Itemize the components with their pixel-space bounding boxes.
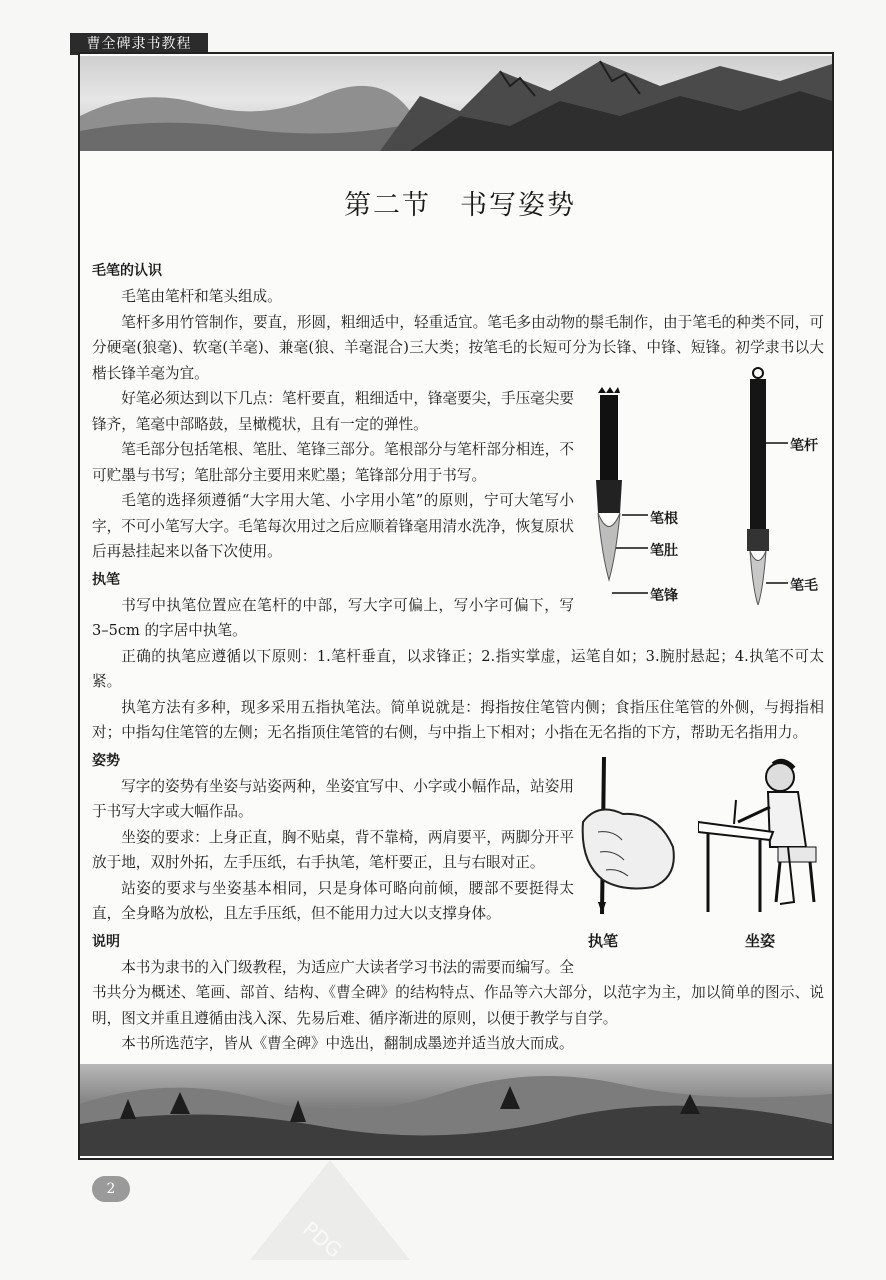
figure-head [766, 763, 794, 791]
label-grip: 执笔 [588, 932, 619, 950]
brush-tip-left [598, 513, 620, 580]
watermark-text: PDG [298, 1216, 347, 1263]
brush-shaft-left [600, 395, 618, 480]
paragraph: 执笔方法有多种，现多采用五指执笔法。简单说就是：拇指按住笔管内侧；食指压住笔管的外侧，与拇指相对；中指勾住笔管的左侧；无名指顶住笔管的右侧，与中指上下相对；小指在无名指的下方，帮助无名指用力。 [92, 698, 824, 741]
hand-shape [583, 810, 674, 889]
paragraph: 本书为隶书的入门级教程，为适应广大读者学习书法的需要而编写。全书共分为概述、笔画、部首、结构、《曹全碑》的结构特点、作品等六大部分，以范字为主，加以简单的图示、说明，图文并重且遵循由浅入深、先易后难、循序渐进的原则，以便于教学与自学。 [92, 958, 824, 1027]
brush-hanging-loop [753, 368, 763, 378]
paragraph: 写字的姿势有坐姿与站姿两种，坐姿宜写中、小字或小幅作品，站姿用于书写大字或大幅作品。 [92, 777, 574, 820]
label-brush-tip: 笔锋 [650, 588, 678, 604]
paragraph: 书写中执笔位置应在笔杆的中部，写大字可偏上，写小字可偏下，写 3–5cm 的字居中执笔。 [92, 596, 574, 639]
brush-root-left [596, 480, 622, 513]
figure-torso [768, 792, 806, 847]
heading-holding-brush: 执笔 [92, 571, 120, 588]
paragraph: 站姿的要求与坐姿基本相同，只是身体可略向前倾，腰部不要挺得太直，全身略为放松，且左手压纸，但不能用力过大以支撑身体。 [92, 879, 574, 922]
mountain-landscape-illustration [80, 56, 832, 151]
label-brush-hair: 笔毛 [790, 578, 818, 594]
brush-parts-diagram [590, 365, 830, 605]
heading-brush-knowledge: 毛笔的认识 [92, 263, 162, 279]
paragraph: 毛笔的选择须遵循“大字用大笔、小字用小笔”的原则，宁可大笔写小字，不可小笔写大字。毛笔每次用过之后应顺着锋毫用清水洗净，恢复原状后再悬挂起来以备下次使用。 [92, 492, 574, 560]
page-number-badge: 2 [92, 1176, 130, 1202]
sitting-posture-illustration [698, 752, 828, 922]
paragraph: 本书所选范字，皆从《曹全碑》中选出，翻制成墨迹并适当放大而成。 [121, 1035, 574, 1052]
top-landscape-banner [80, 56, 832, 151]
paragraph: 坐姿的要求：上身正直，胸不贴桌，背不靠椅，两肩要平，两脚分开平放于地，双肘外拓，左手压纸，右手执笔，笔杆要正，且与右眼对正。 [92, 828, 574, 871]
paragraph: 笔杆多用竹管制作，要直，形圆，粗细适中，轻重适宜。笔毛多由动物的鬃毛制作，由于笔毛的种类不同，可分硬毫(狼毫)、软毫(羊毫)、兼毫(狼、羊毫混合)三大类；按笔毛的长短可分为长锋、中锋、短锋。初学隶书以大楷长锋羊毫为宜。 [92, 313, 824, 382]
label-brush-belly: 笔肚 [650, 543, 678, 559]
label-brush-root: 笔根 [650, 511, 678, 527]
bottom-landscape-banner [80, 1064, 832, 1156]
label-sitting: 坐姿 [745, 932, 776, 950]
heading-notes: 说明 [92, 933, 120, 950]
book-title-tab: 曹全碑隶书教程 [70, 33, 208, 55]
heading-posture: 姿势 [92, 752, 120, 769]
brush-shaft-right [750, 379, 766, 529]
paragraph: 正确的执笔应遵循以下原则：1.笔杆垂直，以求锋正；2.指实掌虚，运笔自如；3.腕肘悬起；4.执笔不可太紧。 [92, 647, 824, 690]
paragraph: 好笔必须达到以下几点：笔杆要直，粗细适中，锋毫要尖，手压毫尖要锋齐，笔毫中部略鼓，呈橄榄状，且有一定的弹性。 [92, 390, 574, 433]
paragraph: 毛笔由笔杆和笔头组成。 [121, 288, 282, 305]
paragraph: 笔毛部分包括笔根、笔肚、笔锋三部分。笔根部分与笔杆部分相连，不可贮墨与书写；笔肚部分主要用来贮墨；笔锋部分用于书写。 [92, 441, 574, 484]
forest-landscape-illustration [80, 1064, 832, 1156]
label-brush-shaft: 笔杆 [790, 438, 818, 454]
section-title: 第二节 书写姿势 [344, 190, 576, 221]
pdg-watermark [240, 1150, 420, 1270]
hand-holding-brush-illustration [578, 752, 698, 922]
